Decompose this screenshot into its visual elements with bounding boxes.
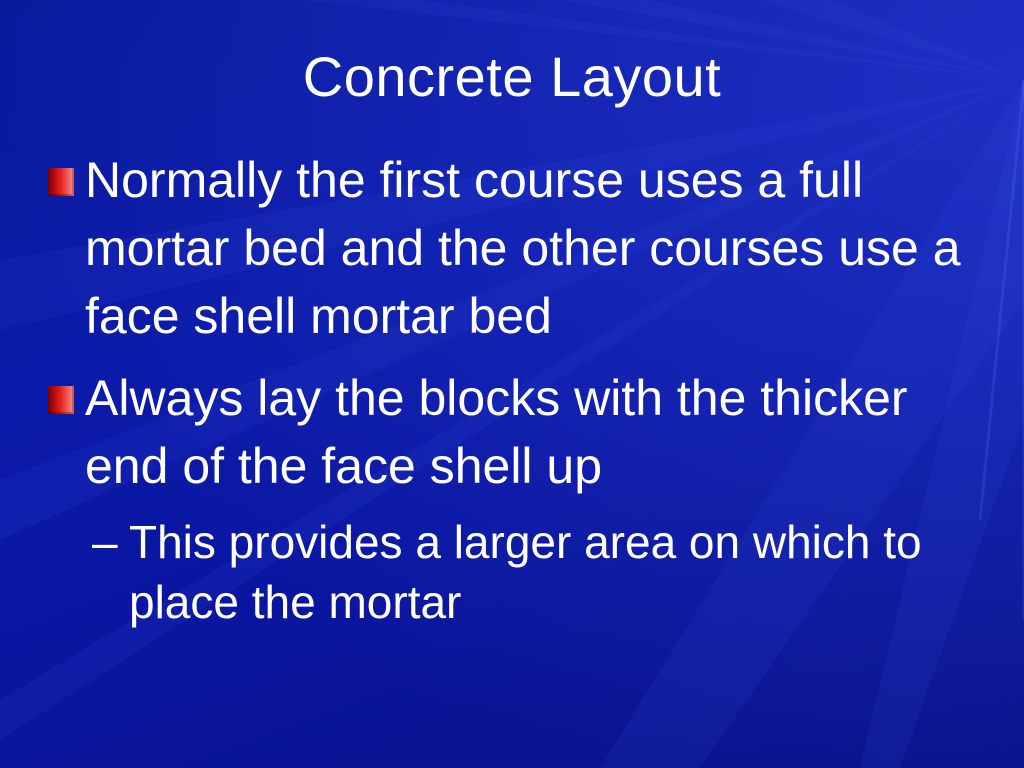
bullet-square-icon xyxy=(48,386,74,414)
bullet-square-icon xyxy=(48,168,74,196)
sub-bullet-text: This provides a larger area on which to place the mortar xyxy=(129,516,922,628)
bullet-text: Always lay the blocks with the thicker end of the face shell up xyxy=(85,370,908,494)
dash-marker: – xyxy=(92,516,118,568)
slide-title: Concrete Layout xyxy=(302,45,722,108)
bullet-text: Normally the first course uses a full mortar bed and the other courses use a face shell mortar bed xyxy=(85,152,961,344)
